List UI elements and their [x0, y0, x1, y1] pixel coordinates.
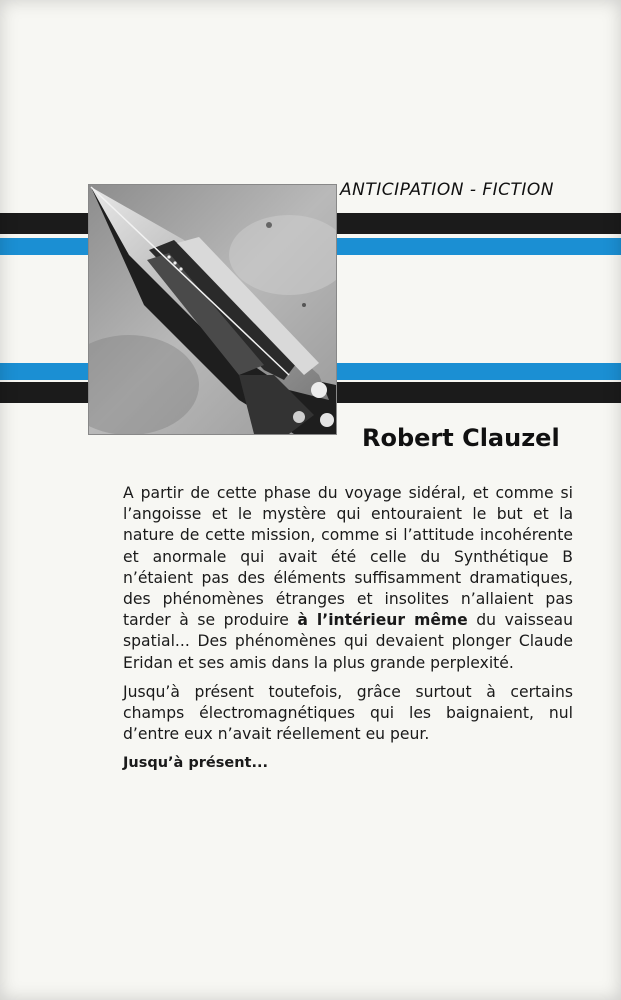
blurb-closing-line: Jusqu’à présent...: [123, 755, 268, 772]
spaceship-illustration: [89, 185, 336, 434]
blurb: [123, 483, 573, 783]
blurb-paragraph-1: A partir de cette phase du voyage sidéral, et comme si l’angoisse et le mystère qui entouraient le but et la nature de cette mission, comme si l’attitude incohérente et anormale qui avait été celle du Synthétique B n’étaient pas des éléments suffisamment dramatiques, des phénomènes étranges et insolites n’allaient pas tarder à se produire à l’intérieur même du vaisseau spatial... Des phénomènes qui devaient plonger Claude Eridan et ses amis dans la plus grande perplexité.: [123, 484, 573, 672]
cover-illustration: [88, 184, 337, 435]
emphasis-text: à l’intérieur même: [297, 611, 468, 630]
blurb-paragraph-2: Jusqu’à présent toutefois, grâce surtout à certains champs électromagnétiques qui les baignaient, nul d’entre eux n’avait réellement eu peur.: [123, 682, 573, 744]
author-name: Robert Clauzel: [362, 424, 560, 452]
series-title: ANTICIPATION - FICTION: [340, 180, 555, 200]
